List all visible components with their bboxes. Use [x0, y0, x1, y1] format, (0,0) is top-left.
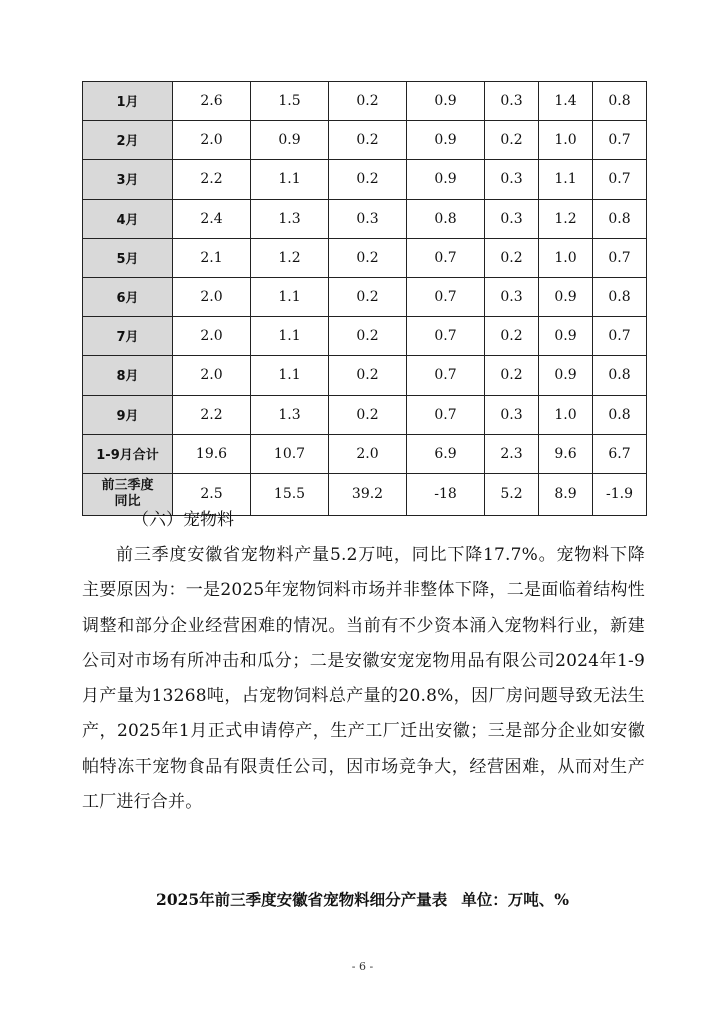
table-cell: 1.1 — [251, 356, 329, 395]
table-cell: 2.2 — [173, 395, 251, 434]
table-cell: 2.0 — [173, 121, 251, 160]
row-label: 1-9月合计 — [83, 434, 173, 473]
table-cell: 6.9 — [407, 434, 485, 473]
table-cell: 0.7 — [593, 160, 647, 199]
row-label: 7月 — [83, 317, 173, 356]
table-cell: 0.3 — [329, 199, 407, 238]
table-cell: 0.7 — [407, 356, 485, 395]
table-row — [83, 356, 647, 395]
section-heading: （六）宠物料 — [132, 510, 234, 530]
table-cell: 0.3 — [485, 82, 539, 121]
table-cell: 0.9 — [251, 121, 329, 160]
table-cell: 1.1 — [251, 317, 329, 356]
table-cell: 6.7 — [593, 434, 647, 473]
table-cell: 0.2 — [329, 277, 407, 316]
table-row — [83, 395, 647, 434]
table-cell: 1.0 — [539, 395, 593, 434]
table-cell: 2.0 — [173, 317, 251, 356]
table-cell: -1.9 — [593, 473, 647, 515]
table-cell: 0.9 — [539, 356, 593, 395]
table-cell: 2.0 — [173, 277, 251, 316]
caption-title: 2025年前三季度安徽省宠物料细分产量表 — [156, 890, 448, 909]
table-cell: 8.9 — [539, 473, 593, 515]
table-cell: 0.8 — [407, 199, 485, 238]
table-cell: 2.4 — [173, 199, 251, 238]
table-cell: 1.5 — [251, 82, 329, 121]
table-cell: 0.7 — [593, 238, 647, 277]
table-cell: 0.7 — [407, 238, 485, 277]
table-cell: 0.8 — [593, 277, 647, 316]
table-cell: 2.0 — [173, 356, 251, 395]
table-cell: 19.6 — [173, 434, 251, 473]
table-cell: 0.2 — [329, 160, 407, 199]
table-cell: 0.2 — [485, 356, 539, 395]
table-cell: 0.2 — [485, 238, 539, 277]
table-cell: 5.2 — [485, 473, 539, 515]
table-cell: 0.2 — [329, 238, 407, 277]
table-cell: 1.1 — [251, 160, 329, 199]
table-cell: 0.2 — [329, 317, 407, 356]
table-cell: 1.1 — [251, 277, 329, 316]
table-cell: 2.3 — [485, 434, 539, 473]
table-cell: -18 — [407, 473, 485, 515]
table-cell: 0.2 — [329, 82, 407, 121]
body-text — [82, 538, 645, 820]
table-row — [83, 434, 647, 473]
table-cell: 0.8 — [593, 395, 647, 434]
table-cell: 0.9 — [539, 317, 593, 356]
table-cell: 0.8 — [593, 82, 647, 121]
table-cell: 2.1 — [173, 238, 251, 277]
page-number: - 6 - — [351, 960, 374, 973]
table-cell: 2.0 — [329, 434, 407, 473]
table-cell: 0.3 — [485, 160, 539, 199]
table-cell: 0.8 — [593, 199, 647, 238]
row-label: 6月 — [83, 277, 173, 316]
table-cell: 0.9 — [407, 121, 485, 160]
table-cell: 0.3 — [485, 199, 539, 238]
row-label: 4月 — [83, 199, 173, 238]
table-cell: 15.5 — [251, 473, 329, 515]
table-caption — [0, 888, 725, 910]
row-label: 9月 — [83, 395, 173, 434]
table-cell: 0.7 — [593, 317, 647, 356]
table-row — [83, 82, 647, 121]
row-label-line: 前三季度 — [101, 478, 154, 494]
table-cell: 1.3 — [251, 199, 329, 238]
table-cell: 1.2 — [539, 199, 593, 238]
row-label: 1月 — [83, 82, 173, 121]
table-cell: 0.7 — [593, 121, 647, 160]
table-cell: 0.2 — [485, 317, 539, 356]
table-row — [83, 238, 647, 277]
row-label: 3月 — [83, 160, 173, 199]
monthly-production-table — [82, 81, 647, 516]
row-label: 5月 — [83, 238, 173, 277]
row-label: 8月 — [83, 356, 173, 395]
row-label-line: 同比 — [114, 494, 141, 510]
body-paragraph: 前三季度安徽省宠物料产量5.2万吨，同比下降17.7%。宠物料下降主要原因为：一是2025年宠物饲料市场并非整体下降，二是面临着结构性调整和部分企业经营困难的情况。当前有不少资本涌入宠物料行业，新建公司对市场有所冲击和瓜分；二是安徽安宠宠物用品有限公司2024年1-9月产量为13268吨，占宠物饲料总产量的20.8%，因厂房问题导致无法生产，2025年1月正式申请停产，生产工厂迁出安徽；三是部分企业如安徽帕特冻干宠物食品有限责任公司，因市场竞争大，经营困难，从而对生产工厂进行合并。 — [82, 545, 645, 813]
table-cell: 1.1 — [539, 160, 593, 199]
table-cell: 1.0 — [539, 121, 593, 160]
table-row — [83, 121, 647, 160]
table-row — [83, 160, 647, 199]
table-cell: 0.2 — [485, 121, 539, 160]
table-cell: 0.9 — [407, 82, 485, 121]
table-cell: 39.2 — [329, 473, 407, 515]
table-row — [83, 199, 647, 238]
table-cell: 0.7 — [407, 317, 485, 356]
table-cell: 0.2 — [329, 356, 407, 395]
table-cell: 1.4 — [539, 82, 593, 121]
table-cell: 0.2 — [329, 395, 407, 434]
table-cell: 0.7 — [407, 277, 485, 316]
table-cell: 0.7 — [407, 395, 485, 434]
table-cell: 0.8 — [593, 356, 647, 395]
table-cell: 0.9 — [407, 160, 485, 199]
table-cell: 0.3 — [485, 277, 539, 316]
table-cell: 2.5 — [173, 473, 251, 515]
row-label: 2月 — [83, 121, 173, 160]
table-row — [83, 277, 647, 316]
table-cell: 0.9 — [539, 277, 593, 316]
table-cell: 9.6 — [539, 434, 593, 473]
table-cell: 1.0 — [539, 238, 593, 277]
table-cell: 2.6 — [173, 82, 251, 121]
table-cell: 10.7 — [251, 434, 329, 473]
table-cell: 0.2 — [329, 121, 407, 160]
table-cell: 0.3 — [485, 395, 539, 434]
table-row — [83, 317, 647, 356]
table-cell: 1.3 — [251, 395, 329, 434]
caption-unit: 单位：万吨、% — [461, 890, 569, 909]
table-cell: 1.2 — [251, 238, 329, 277]
table-cell: 2.2 — [173, 160, 251, 199]
